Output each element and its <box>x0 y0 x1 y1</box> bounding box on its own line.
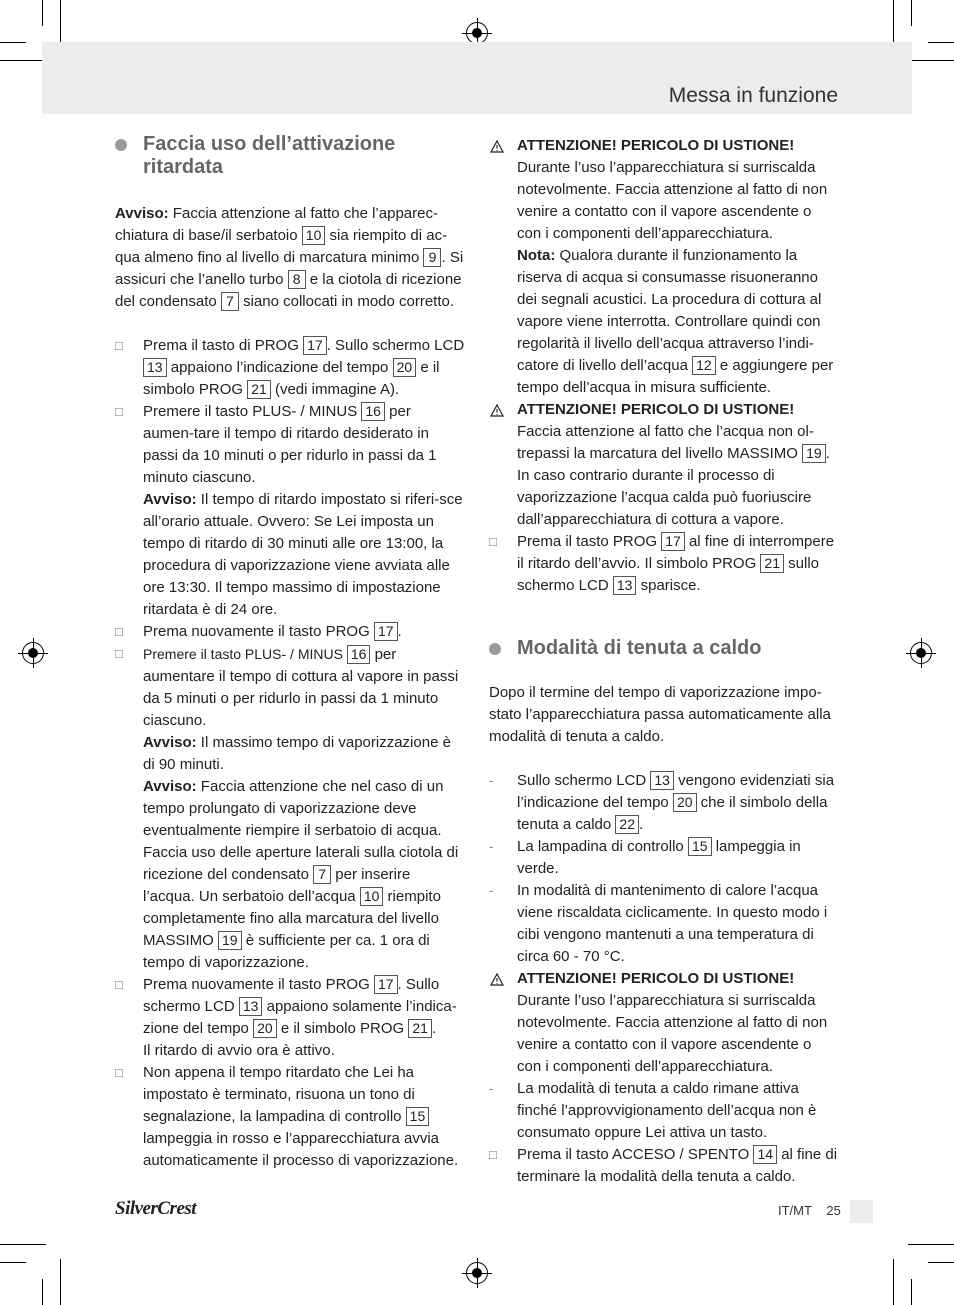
ref-number: 20 <box>253 1019 277 1038</box>
registration-mark-icon <box>22 642 44 664</box>
list-item: □ Premere il tasto PLUS- / MINUS 16 per aumen-tare il tempo di ritardo desiderato in passi da 10 minuti o per ridurlo in passi da 1 minuto ciascuno. Avviso: Il tempo di ritardo impostato si riferi-sce all’orario attuale. Ovvero: Se Lei imposta un tempo di ritardo di 30 minuti alle ore 13:00, la procedura di vaporizzazione viene avviata alle ore 13:30. Il tempo massimo di impostazione ritardata è di 24 ore. <box>115 403 463 618</box>
warning-icon <box>490 973 504 986</box>
ref-number: 13 <box>239 997 263 1016</box>
dash-bullet: - <box>489 839 494 854</box>
ref-number: 16 <box>347 645 371 664</box>
ref-number: 15 <box>688 837 712 856</box>
list-item: □ Prema nuovamente il tasto PROG 17 . Sullo schermo LCD 13 appaiono solamente l’indica-zione del tempo 20 e il simbolo PROG 21 . Il ritardo di avvio ora è attivo. <box>115 976 457 1059</box>
list-item: - Sullo schermo LCD 13 vengono evidenziati sia l’indicazione del tempo 20 che il simbolo della tenuta a caldo 22 . <box>489 772 835 833</box>
brand-logo: SilverCrest <box>115 1198 197 1219</box>
list-item: □ Non appena il tempo ritardato che Lei ha impostato è terminato, risuona un tono di segnalazione, la lampadina di controllo 15 lampeggia in rosso e l’apparecchiatura avvia automaticamente il processo di vaporizzazione. <box>115 1064 459 1169</box>
crop-mark <box>928 1262 954 1263</box>
crop-mark <box>911 1279 912 1305</box>
section-heading-delayed-start: Faccia uso dell’attivazione ritardata <box>115 133 465 179</box>
crop-mark <box>928 42 954 43</box>
crop-mark <box>0 42 26 43</box>
crop-mark <box>0 1262 26 1263</box>
warning-block: ATTENZIONE! PERICOLO DI USTIONE! Durante l’uso l’apparecchiatura si surriscalda notevolmente. Faccia attenzione al fatto di non venire a contatto con il vapore ascendente o con i componenti dell’apparecchiatura. <box>489 968 839 1078</box>
checkbox-icon: □ <box>115 977 123 992</box>
checkbox-icon: □ <box>489 534 497 549</box>
crop-mark <box>60 0 61 46</box>
list-item: □ Prema il tasto ACCESO / SPENTO 14 al fine di terminare la modalità della tenuta a caldo. <box>489 1146 838 1185</box>
ref-number: 16 <box>361 402 385 421</box>
crop-mark <box>42 1279 43 1305</box>
ref-number: 20 <box>393 358 417 377</box>
ref-number: 17 <box>661 532 685 551</box>
ref-number: 13 <box>143 358 167 377</box>
checkbox-icon: □ <box>115 338 123 353</box>
checkbox-icon: □ <box>115 646 123 661</box>
crop-mark <box>60 1259 61 1305</box>
ref-number: 8 <box>288 270 306 289</box>
ref-number: 19 <box>218 931 242 950</box>
warning-icon <box>490 140 504 153</box>
checkbox-icon: □ <box>489 1147 497 1162</box>
ref-number: 17 <box>303 336 327 355</box>
right-column <box>489 135 839 1188</box>
checkbox-icon: □ <box>115 624 123 639</box>
ref-number: 10 <box>360 887 384 906</box>
left-column <box>115 133 465 1172</box>
ref-number: 17 <box>374 622 398 641</box>
list-item: - La modalità di tenuta a caldo rimane attiva finché l’approvvigionamento dell’acqua non è consumato oppure Lei attiva un tasto. <box>489 1080 817 1141</box>
crop-mark <box>0 1244 46 1245</box>
crop-mark <box>893 1259 894 1305</box>
list-item: - La lampadina di controllo 15 lampeggia in verde. <box>489 838 801 877</box>
crop-mark <box>0 60 46 61</box>
bullet-icon <box>115 139 127 151</box>
footer-band <box>850 1200 873 1223</box>
list-item: - In modalità di mantenimento di calore l’acqua viene riscaldata ciclicamente. In questo modo i cibi vengono mantenuti a una temperatura di circa 60 - 70 °C. <box>489 882 828 965</box>
bullet-icon <box>489 643 501 655</box>
ref-number: 21 <box>408 1019 432 1038</box>
checkbox-icon: □ <box>115 404 123 419</box>
warning-icon <box>490 404 504 417</box>
footer-page-info: IT/MT 25 <box>778 1203 841 1218</box>
intro-paragraph: Dopo il termine del tempo di vaporizzazione impo-stato l’apparecchiatura passa automaticamente alla modalità di tenuta a caldo. <box>489 684 831 745</box>
page-title: Messa in funzione <box>668 84 838 107</box>
warning-block: ATTENZIONE! PERICOLO DI USTIONE! Faccia attenzione al fatto che l’acqua non ol-trepassi la marcatura del livello MASSIMO 19 . In caso contrario durante il processo di vaporizzazione l’acqua calda può fuoriuscire dall’apparecchiatura di cottura a vapore. <box>489 399 839 531</box>
ref-number: 7 <box>221 292 239 311</box>
list-item: □ Prema nuovamente il tasto PROG 17 . <box>115 621 465 643</box>
dash-bullet: - <box>489 1081 494 1096</box>
ref-number: 20 <box>673 793 697 812</box>
registration-mark-icon <box>466 22 488 44</box>
ref-number: 13 <box>613 576 637 595</box>
ref-number: 21 <box>247 380 271 399</box>
warning-block: ATTENZIONE! PERICOLO DI USTIONE! Durante l’uso l’apparecchiatura si surriscalda notevolmente. Faccia attenzione al fatto di non venire a contatto con il vapore ascendente o con i componenti dell’apparecchiatura. Nota: Qualora durante il funzionamento la riserva di acqua si consumasse risuoneranno dei segnali acustici. La procedura di cottura al vapore viene interrotta. Controllare quindi con regolarità il livello dell’acqua attraverso l’indi-catore di livello dell’acqua 12 e aggiungere per tempo dell’acqua in misura sufficiente. <box>489 135 839 399</box>
ref-number: 21 <box>760 554 784 573</box>
ref-number: 9 <box>423 248 441 267</box>
crop-mark <box>908 1244 954 1245</box>
dash-bullet: - <box>489 883 494 898</box>
ref-number: 19 <box>802 444 826 463</box>
list-item: □ Prema il tasto PROG 17 al fine di interrompere il ritardo dell’avvio. Il simbolo PROG 21 sullo schermo LCD 13 sparisce. <box>489 533 835 594</box>
ref-number: 10 <box>302 226 326 245</box>
ref-number: 13 <box>650 771 674 790</box>
list-item: □ Premere il tasto PLUS- / MINUS 16 per aumentare il tempo di cottura al vapore in passi da 5 minuti o per ridurlo in passi da 1 minuto ciascuno. Avviso: Il massimo tempo di vaporizzazione è di 90 minuti. Avviso: Faccia attenzione che nel caso di un tempo prolungato di vaporizzazione deve eventualmente riempire il serbatoio di acqua. Faccia uso delle aperture laterali sulla ciotola di ricezione del condensato 7 per inserire l’acqua. Un serbatoio dell’acqua 10 riempito completamente fino alla marcatura del livello MASSIMO 19 è sufficiente per ca. 1 ora di tempo di vaporizzazione. <box>115 643 465 974</box>
ref-number: 15 <box>406 1107 430 1126</box>
crop-mark <box>42 0 43 26</box>
ref-number: 7 <box>313 865 331 884</box>
ref-number: 12 <box>692 356 716 375</box>
registration-mark-icon <box>910 642 932 664</box>
checkbox-icon: □ <box>115 1065 123 1080</box>
intro-paragraph: Avviso: Faccia attenzione al fatto che l’apparec-chiatura di base/il serbatoio 10 sia riempito di ac-qua almeno fino al livello di marcatura minimo 9 . Si assicuri che l’anello turbo 8 e la ciotola di ricezione del condensato 7 siano collocati in modo corretto. <box>115 205 464 310</box>
dash-bullet: - <box>489 773 494 788</box>
section-heading-keep-warm: Modalità di tenuta a caldo <box>489 637 839 660</box>
crop-mark <box>893 0 894 46</box>
ref-number: 22 <box>615 815 639 834</box>
list-item: □ Prema il tasto di PROG 17 . Sullo schermo LCD 13 appaiono l’indicazione del tempo 20 e il simbolo PROG 21 (vedi immagine A). <box>115 337 465 398</box>
crop-mark <box>911 0 912 26</box>
crop-mark <box>908 60 954 61</box>
registration-mark-icon <box>466 1262 488 1284</box>
ref-number: 17 <box>374 975 398 994</box>
ref-number: 14 <box>753 1145 777 1164</box>
